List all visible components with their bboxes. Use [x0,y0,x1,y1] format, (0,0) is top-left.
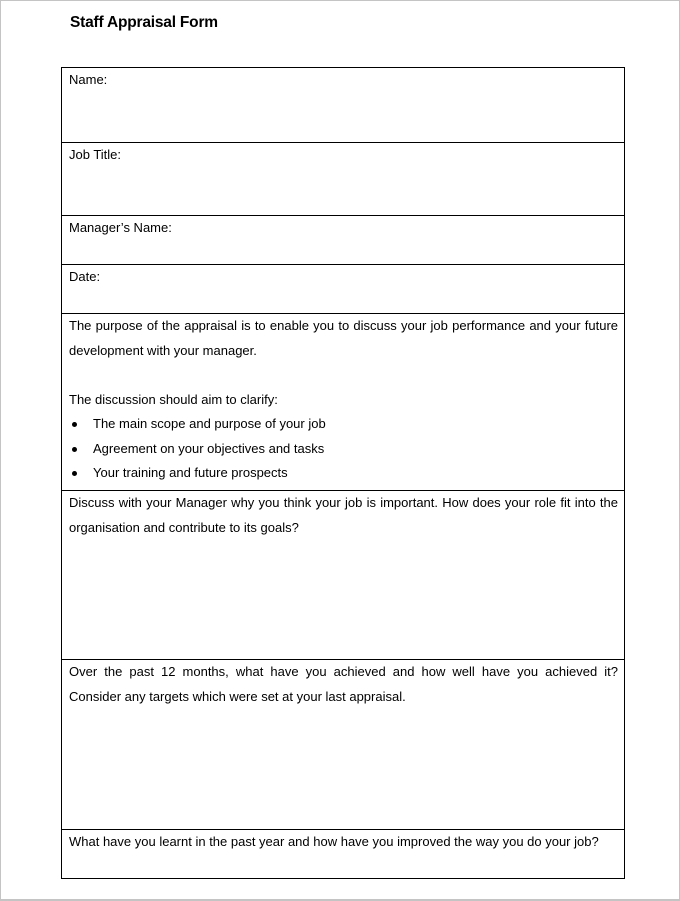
bullet-item: Agreement on your objectives and tasks [69,437,618,462]
purpose-bullets [69,412,618,486]
job-title-label: Job Title: [69,147,122,162]
purpose-aim: The discussion should aim to clarify: [69,391,278,407]
date-field[interactable] [62,264,624,313]
purpose-intro: The purpose of the appraisal is to enable you to discuss your job performance and your future development with your manager. [69,318,618,358]
appraisal-table [61,67,625,879]
form-title: Staff Appraisal Form [70,14,218,31]
question-achievements[interactable] [62,659,624,829]
question-text: Discuss with your Manager why you think your job is important. How does your role fit into the organisation and contribute to its goals? [69,495,618,535]
question-job-importance[interactable] [62,490,624,659]
purpose-section [62,313,624,490]
manager-name-label: Manager’s Name: [69,220,172,235]
job-title-field[interactable] [62,142,624,215]
date-label: Date: [69,269,101,284]
name-field[interactable] [62,68,624,142]
manager-name-field[interactable] [62,215,624,264]
name-label: Name: [69,72,108,87]
question-text: Over the past 12 months, what have you achieved and how well have you achieved it? Consider any targets which were set at your last appraisal. [69,664,618,704]
question-text: What have you learnt in the past year and how have you improved the way you do your job? [69,834,599,849]
bullet-item: Your training and future prospects [69,461,618,486]
question-learning[interactable] [62,829,624,878]
bullet-item: The main scope and purpose of your job [69,412,618,437]
